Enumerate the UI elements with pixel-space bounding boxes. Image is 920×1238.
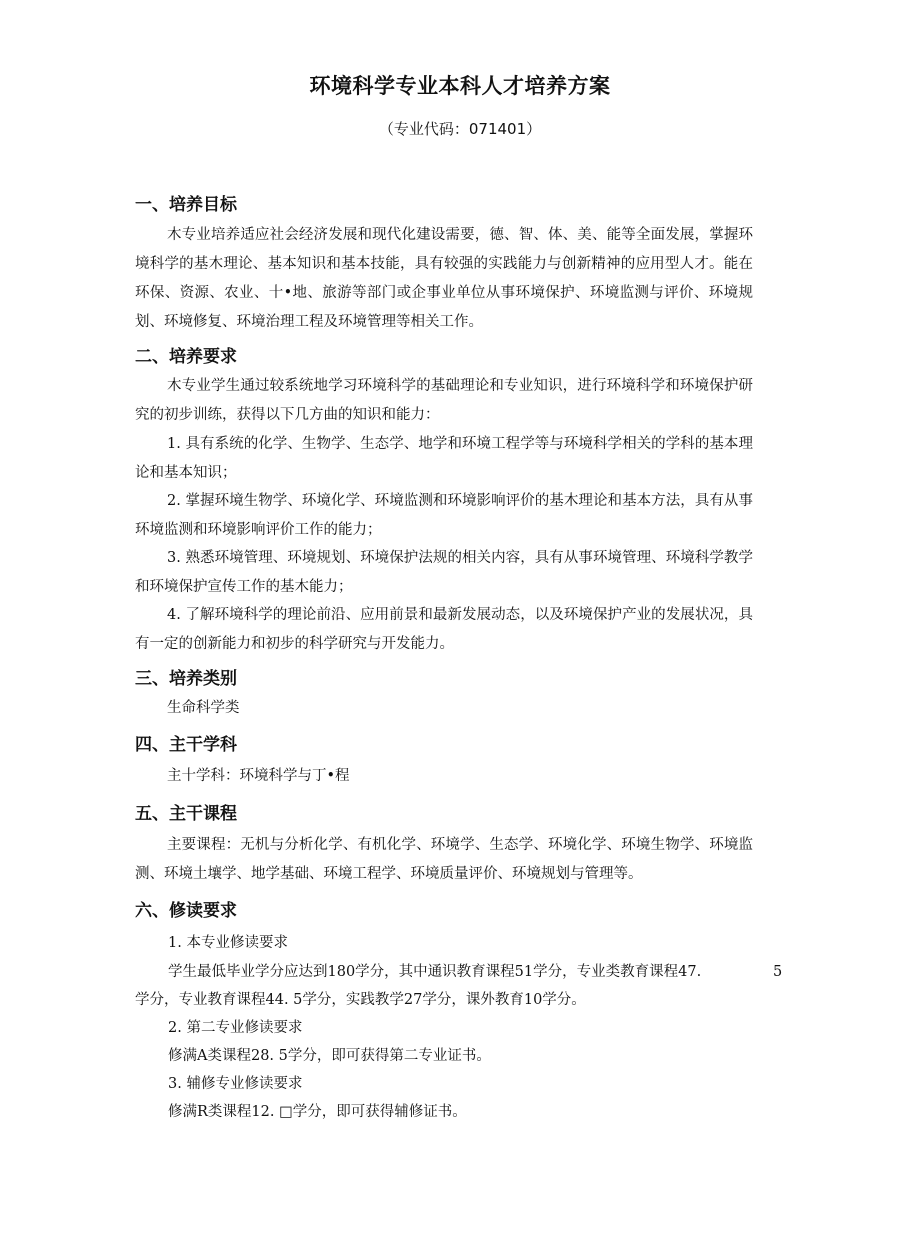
section-heading-requirements: 二、培养要求 [135, 347, 237, 367]
requirement-item-4: 4. 了解环境科学的理论前沿、应用前景和最新发展动态，以及环境保护产业的发展状况，具有一定的创新能力和初步的科学研究与开发能力。 [135, 607, 753, 652]
study-req-subheading-3: 3. 辅修专业修读要求 [168, 1076, 303, 1092]
section-heading-objective: 一、培养目标 [135, 195, 237, 215]
margin-note: 5 [773, 964, 783, 980]
requirement-item-2: 2. 掌握环境生物学、环境化学、环境监测和环境影响评价的基木理论和基本方法，具有从事环境监测和环境影响评价工作的能力； [135, 493, 753, 538]
section-heading-category: 三、培养类别 [135, 669, 237, 689]
credit-requirement-line-1: 学生最低毕业学分应达到180学分，其中通识教育课程51学分，专业类教育课程47. [168, 964, 702, 980]
requirements-intro: 木专业学生通过较系统地学习环境科学的基础理论和专业知识，进行环境科学和环境保护研究的初步训练，获得以下几方曲的知识和能力： [135, 378, 753, 423]
page-title: 环境科学专业本科人才培养方案 [309, 74, 611, 98]
main-discipline-text: 主十学科：环境科学与丁•程 [167, 768, 350, 784]
second-major-requirement: 修满A类课程28. 5学分，即可获得第二专业证书。 [168, 1048, 491, 1064]
main-courses-text: 主要课程：无机与分析化学、有机化学、环境学、生态学、环境化学、环境生物学、环境监测、环境土壤学、地学基础、环境工程学、环境质量评价、环境规划与管理等。 [135, 837, 753, 882]
section-heading-study-requirements: 六、修读要求 [135, 901, 237, 921]
requirement-item-3: 3. 熟悉环境管理、环境规划、环境保护法规的相关内容，具有从事环境管理、环境科学教学和环境保护宣传工作的基木能力； [135, 550, 753, 595]
section-heading-main-discipline: 四、主干学科 [135, 735, 237, 755]
minor-requirement: 修满R类课程12. □学分，即可获得辅修证书。 [168, 1104, 467, 1120]
requirement-item-1: 1. 具有系统的化学、生物学、生态学、地学和环境工程学等与环境科学相关的学科的基本理论和基本知识； [135, 436, 753, 481]
objective-paragraph: 木专业培养适应社会经济发展和现代化建设需要，德、智、体、美、能等全面发展，掌握环境科学的基木理论、基本知识和基本技能，具有较强的实践能力与创新精神的应用型人才。能在环保、资源、农业、十•地、旅游等部门或企事业单位从事环境保护、环境监测与评价、环境规划、环境修复、环境治理工程及环境管理等相关工作。 [135, 227, 753, 330]
credit-requirement-line-2: 学分，专业教育课程44. 5学分，实践教学27学分，课外教育10学分。 [135, 992, 586, 1008]
section-heading-main-courses: 五、主干课程 [135, 804, 237, 824]
study-req-subheading-2: 2. 第二专业修读要求 [168, 1020, 303, 1036]
category-text: 生命科学类 [167, 700, 240, 716]
study-req-subheading-1: 1. 本专业修读要求 [168, 935, 288, 951]
program-code: （专业代码：071401） [378, 120, 542, 138]
